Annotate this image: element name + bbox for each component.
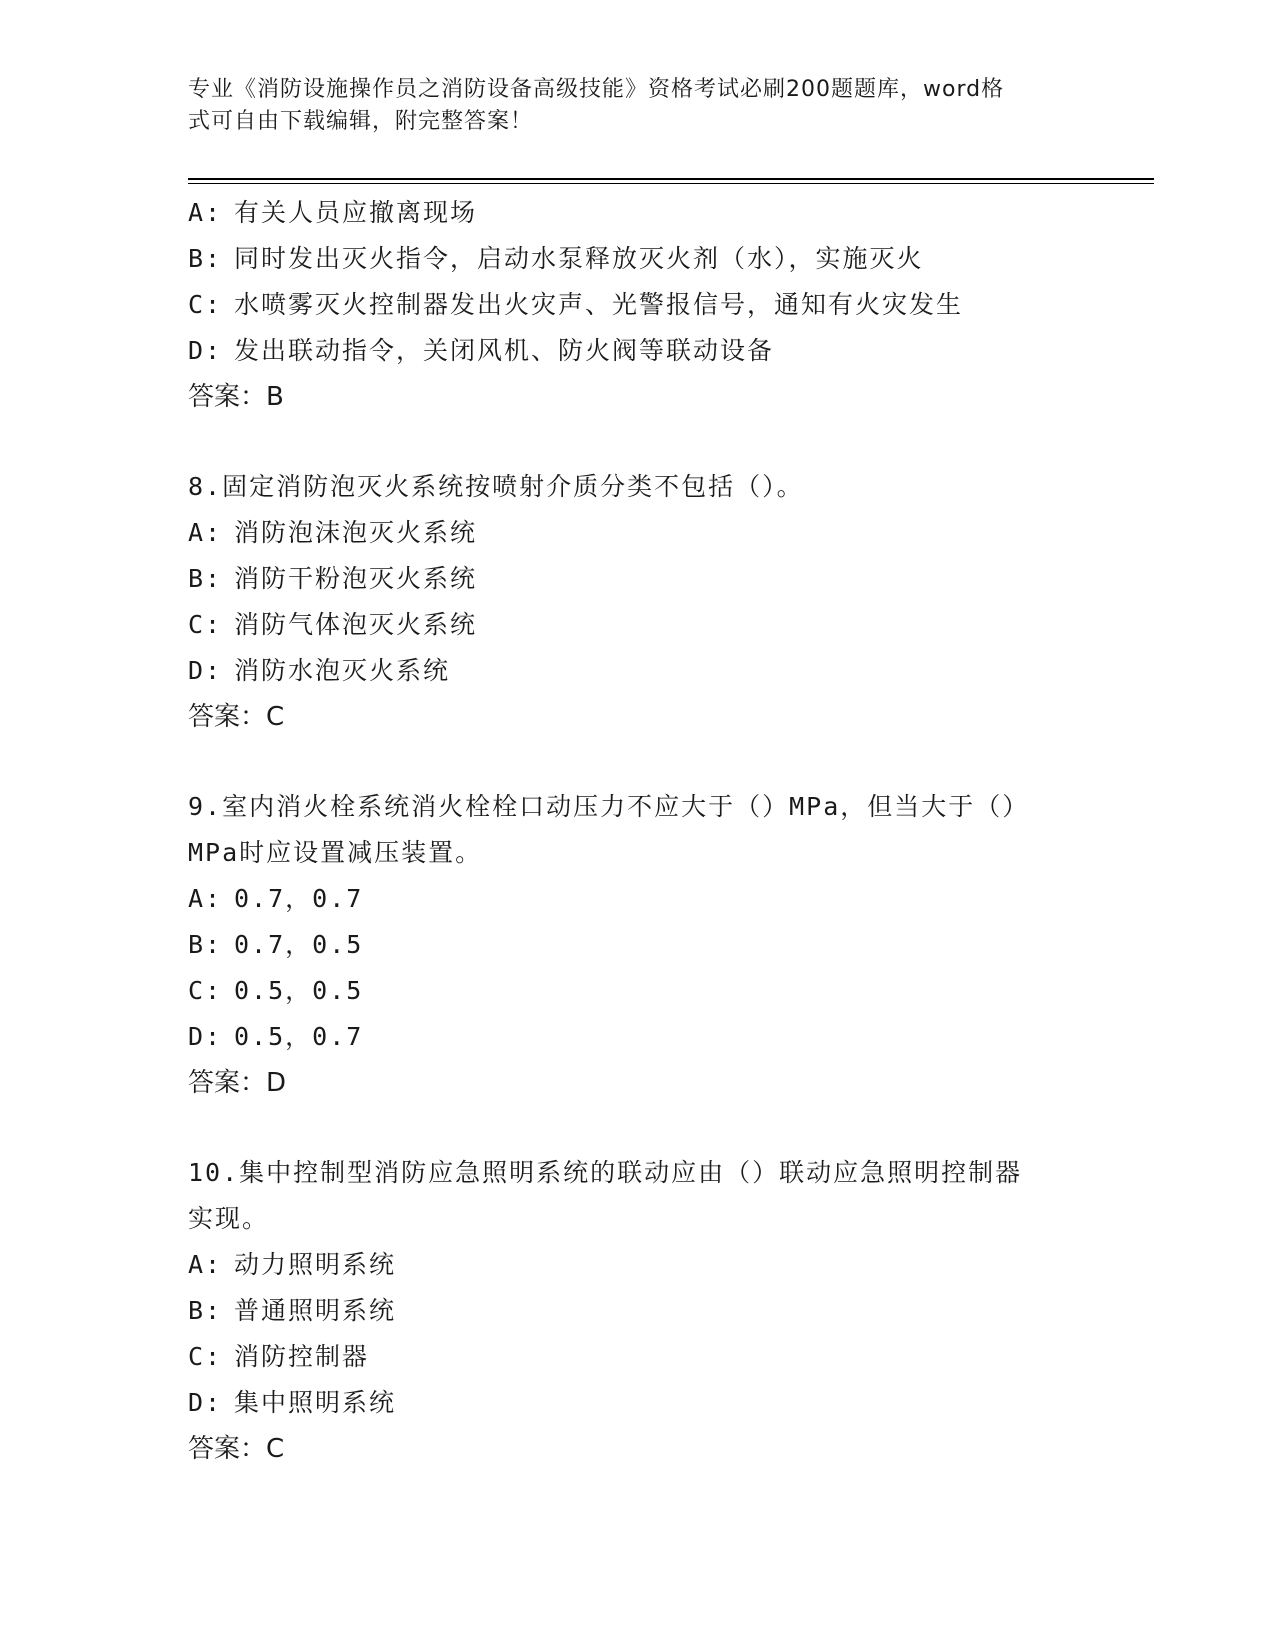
header-line-2: 式可自由下载编辑，附完整答案！ [188,109,534,134]
option-b: B: 0.7，0.5 [188,930,364,959]
option-d: D: 发出联动指令，关闭风机、防火阀等联动设备 [188,336,775,365]
option-c: C: 水喷雾灭火控制器发出火灾声、光警报信号，通知有火灾发生 [188,290,964,319]
option-d: D: 集中照明系统 [188,1388,397,1417]
option-a: A: 动力照明系统 [188,1250,397,1279]
answer: 答案：D [188,1068,287,1098]
answer: 答案：C [188,702,285,732]
option-b: B: 普通照明系统 [188,1296,397,1325]
option-c: C: 0.5，0.5 [188,976,364,1005]
question-list [188,190,1088,1472]
option-a: A: 消防泡沫泡灭火系统 [188,518,478,547]
question-text-line-1: 10.集中控制型消防应急照明系统的联动应由（）联动应急照明控制器 [188,1158,1023,1187]
question-text: 8.固定消防泡灭火系统按喷射介质分类不包括（）。 [188,472,804,501]
answer: 答案：B [188,382,284,412]
question-text-line-2: 实现。 [188,1204,270,1233]
header-rule-thin [188,183,1154,184]
option-a: A: 0.7，0.7 [188,884,364,913]
header-line-1: 专业《消防设施操作员之消防设备高级技能》资格考试必刷200题题库，word格 [188,77,1005,102]
option-d: D: 0.5，0.7 [188,1022,364,1051]
question-text-line-2: MPa时应设置减压装置。 [188,838,483,867]
answer: 答案：C [188,1434,285,1464]
option-b: B: 同时发出灭火指令，启动水泵释放灭火剂（水），实施灭火 [188,244,924,273]
question-10 [188,1150,1088,1472]
header-rule-thick [188,178,1154,180]
option-c: C: 消防控制器 [188,1342,370,1371]
option-a: A: 有关人员应撤离现场 [188,198,478,227]
option-c: C: 消防气体泡灭火系统 [188,610,478,639]
question-7 [188,190,1088,420]
question-8 [188,464,1088,740]
option-b: B: 消防干粉泡灭火系统 [188,564,478,593]
question-text-line-1: 9.室内消火栓系统消火栓栓口动压力不应大于（）MPa，但当大于（） [188,792,1030,821]
option-d: D: 消防水泡灭火系统 [188,656,451,685]
document-header [188,74,1088,138]
question-9 [188,784,1088,1106]
